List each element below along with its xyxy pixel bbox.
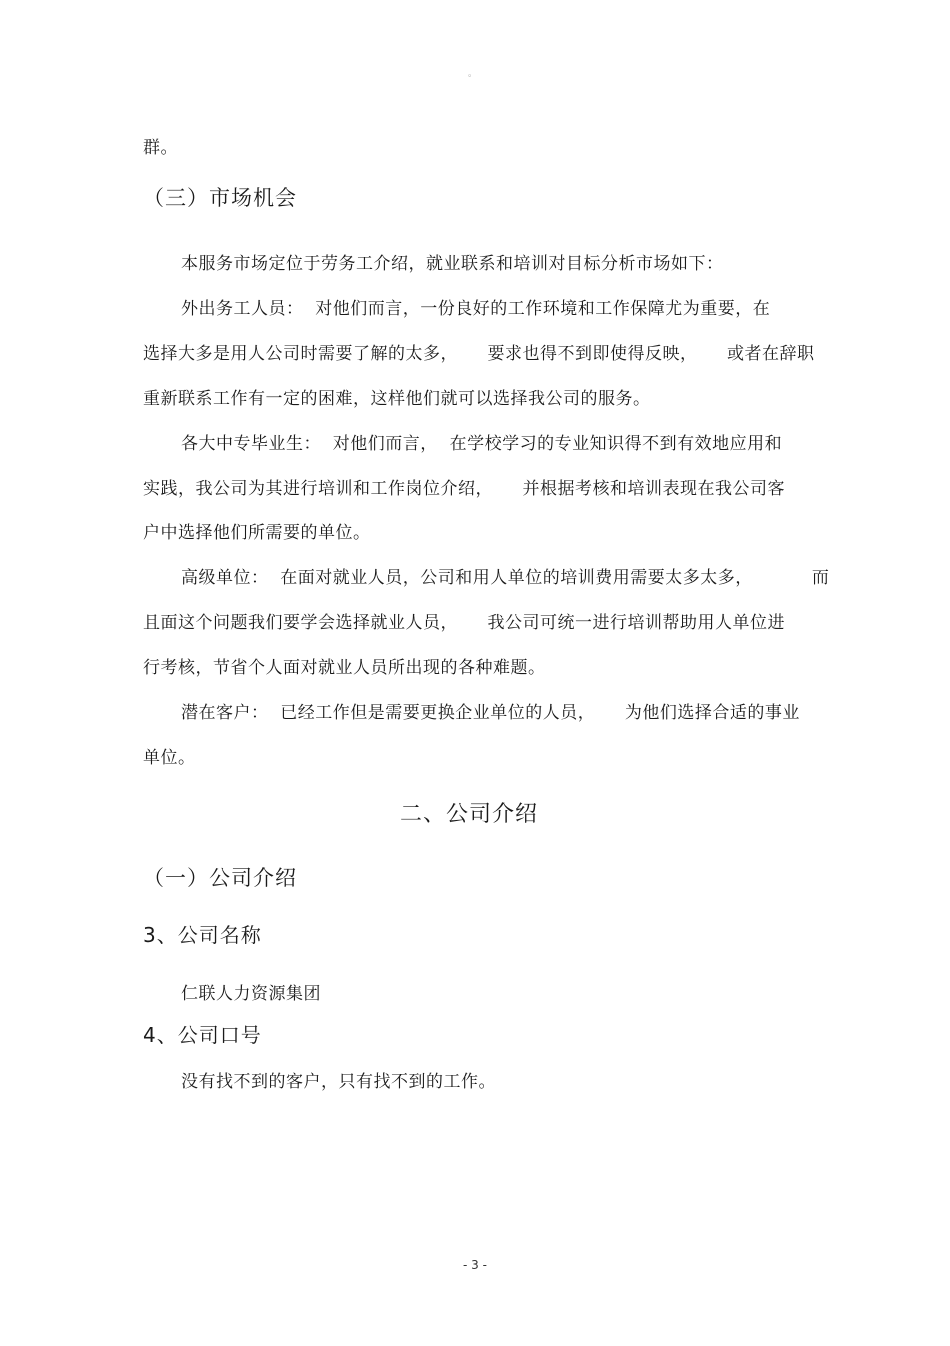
page-number: - 3 - <box>463 1258 487 1272</box>
paragraph-line: 本服务市场定位于劳务工介绍，就业联系和培训对目标分析市场如下： <box>181 254 724 274</box>
paragraph-line: 行考核，节省个人面对就业人员所出现的各种难题。 <box>143 658 546 678</box>
section-heading-market-opportunity: （三）市场机会 <box>143 186 297 210</box>
chapter-heading-company-intro: 二、公司介绍 <box>399 802 538 827</box>
paragraph-line: 高级单位： 在面对就业人员，公司和用人单位的培训费用需要太多太多， 而 <box>181 568 830 588</box>
item-heading-company-slogan: 4、公司口号 <box>143 1023 262 1047</box>
company-name-value: 仁联人力资源集团 <box>181 984 321 1004</box>
item-heading-company-name: 3、公司名称 <box>143 923 262 947</box>
paragraph-line: 且面这个问题我们要学会选择就业人员， 我公司可统一进行培训帮助用人单位进 <box>143 613 786 633</box>
paragraph-line: 户中选择他们所需要的单位。 <box>143 523 371 543</box>
paragraph-line: 潜在客户： 已经工作但是需要更换企业单位的人员， 为他们选择合适的事业 <box>181 703 800 723</box>
paragraph-line: 重新联系工作有一定的困难，这样他们就可以选择我公司的服务。 <box>143 389 651 409</box>
paragraph-line: 外出务工人员： 对他们而言，一份良好的工作环境和工作保障尤为重要，在 <box>181 299 771 319</box>
paragraph-line: 单位。 <box>143 748 196 768</box>
subsection-heading-company-intro: （一）公司介绍 <box>143 866 297 890</box>
company-slogan-value: 没有找不到的客户，只有找不到的工作。 <box>181 1072 496 1092</box>
paragraph-line: 实践，我公司为其进行培训和工作岗位介绍， 并根据考核和培训表现在我公司客 <box>143 479 786 499</box>
text-line: 群。 <box>143 138 178 158</box>
paragraph-line: 各大中专毕业生： 对他们而言， 在学校学习的专业知识得不到有效地应用和 <box>181 434 783 454</box>
header-mark: 。 <box>468 69 478 79</box>
paragraph-line: 选择大多是用人公司时需要了解的太多， 要求也得不到即使得反映， 或者在辞职 <box>143 344 815 364</box>
